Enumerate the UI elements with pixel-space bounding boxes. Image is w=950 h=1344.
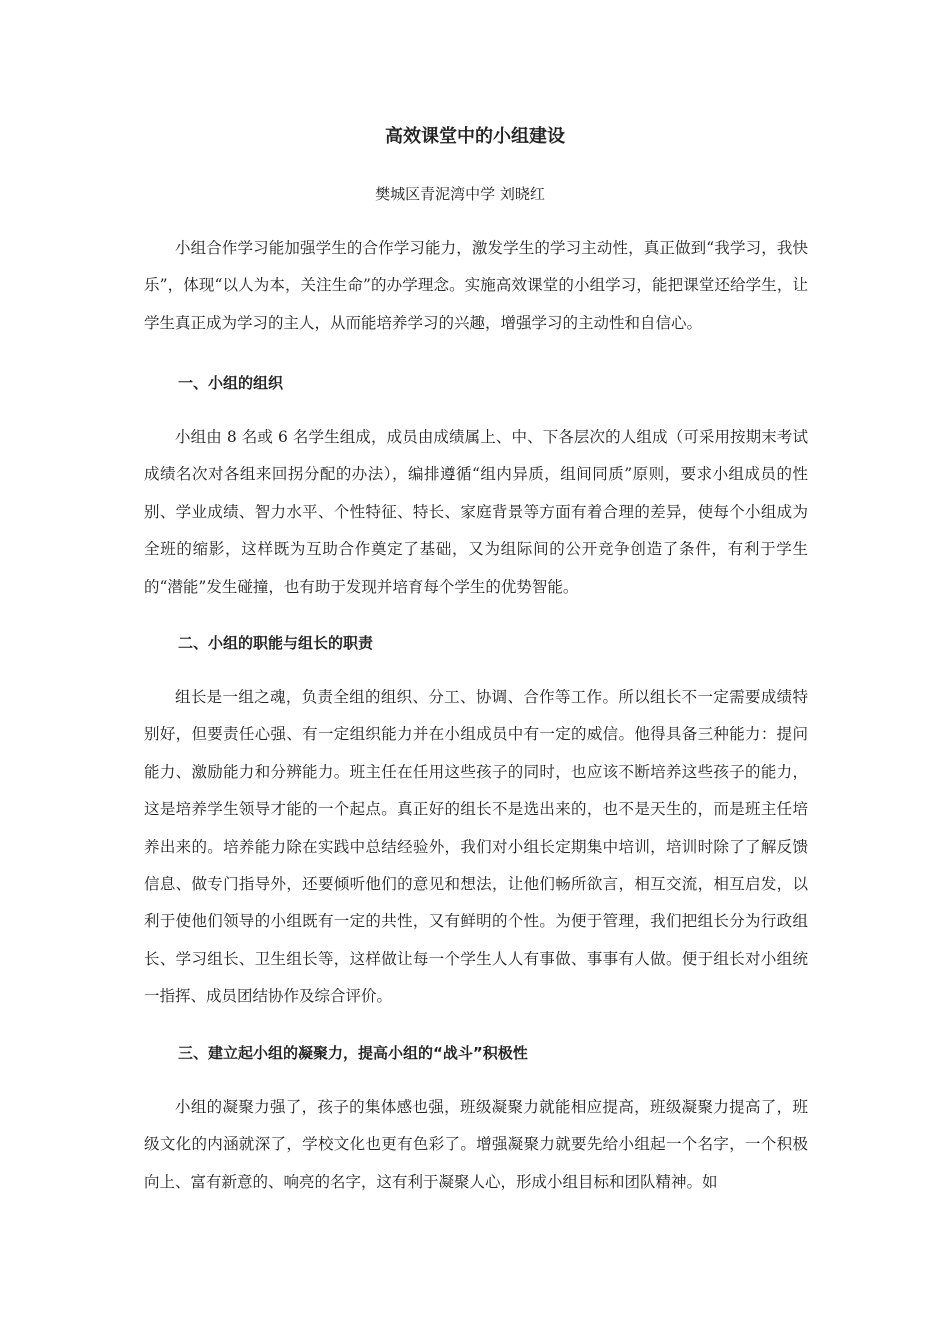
intro-paragraph: 小组合作学习能加强学生的合作学习能力，激发学生的学习主动性，真正做到“我学习，我快乐”，体现“以人为本，关注生命”的办学理念。实施高效课堂的小组学习，能把课堂还给学生，让学生真正成为学习的主人，从而能培养学习的兴趣，增强学习的主动性和自信心。 (144, 239, 808, 332)
section-3-body: 小组的凝聚力强了，孩子的集体感也强，班级凝聚力就能相应提高，班级凝聚力提高了，班级文化的内涵就深了，学校文化也更有色彩了。增强凝聚力就要先给小组起一个名字，一个积极向上、富有新意的、响亮的名字，这有利于凝聚人心，形成小组目标和团队精神。如 (144, 1098, 808, 1191)
section-1-heading: 一、小组的组织 (178, 374, 284, 392)
section-2-body: 组长是一组之魂，负责全组的组织、分工、协调、合作等工作。所以组长不一定需要成绩特别好，但要责任心强、有一定组织能力并在小组成员中有一定的威信。他得具备三种能力：提问能力、激励能力和分辨能力。班主任在任用这些孩子的同时，也应该不断培养这些孩子的能力，这是培养学生领导才能的一个起点。真正好的组长不是选出来的，也不是天生的，而是班主任培养出来的。培养能力除在实践中总结经验外，我们对小组长定期集中培训，培训时除了了解反馈信息、做专门指导外，还要倾听他们的意见和想法，让他们畅所欲言，相互交流，相互启发，以利于使他们领导的小组既有一定的共性，又有鲜明的个性。为便于管理，我们把组长分为行政组长、学习组长、卫生组长等，这样做让每一个学生人人有事做、事事有人做。便于组长对小组统一指挥、成员团结协作及综合评价。 (144, 688, 808, 1006)
section-1-body: 小组由 8 名或 6 名学生组成，成员由成绩属上、中、下各层次的人组成（可采用按期末考试成绩名次对各组来回拐分配的办法），编排遵循“组内异质，组间同质”原则，要求小组成员的性别、学业成绩、智力水平、个性特征、特长、家庭背景等方面有着合理的差异，使每个小组成为全班的缩影，这样既为互助合作奠定了基础，又为组际间的公开竞争创造了条件，有利于学生的“潜能”发生碰撞，也有助于发现并培育每个学生的优势智能。 (144, 428, 808, 596)
document-author: 樊城区青泥湾中学 刘晓红 (375, 185, 545, 203)
section-3-heading: 三、建立起小组的凝聚力，提高小组的“战斗”积极性 (178, 1044, 528, 1062)
document-title: 高效课堂中的小组建设 (385, 126, 565, 147)
section-2-heading: 二、小组的职能与组长的职责 (178, 634, 374, 652)
